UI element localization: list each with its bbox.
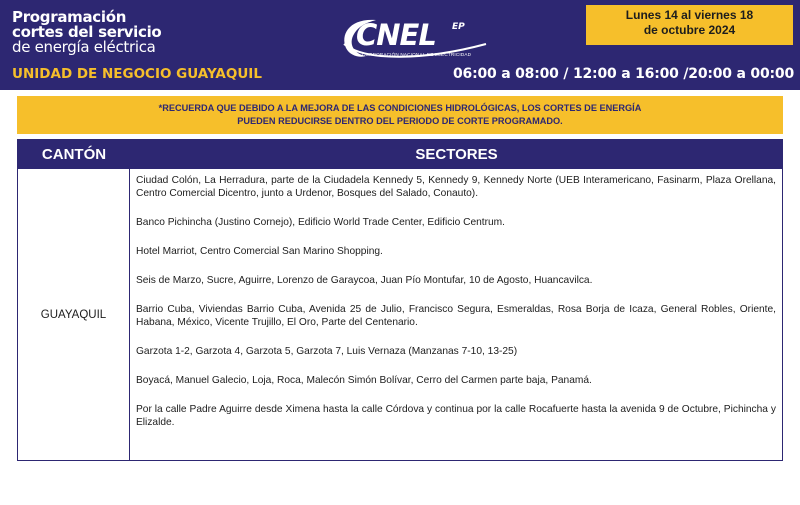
- logo-name: CNEL: [356, 18, 436, 52]
- sector-item: Banco Pichincha (Justino Cornejo), Edificio World Trade Center, Edificio Centrum.: [136, 217, 505, 228]
- sector-item: Barrio Cuba, Viviendas Barrio Cuba, Avenida 25 de Julio, Francisco Segura, Esmeraldas, Rosa Borja de Icaza, General Robles, Oriente, Habana, México, Vicente Trujillo, El Oro, Parte del Centenario.: [136, 304, 776, 328]
- sector-item: Seis de Marzo, Sucre, Aguirre, Lorenzo de Garaycoa, Juan Pío Montufar, 10 de Agosto, Huancavilca.: [136, 275, 593, 286]
- date-line: de octubre 2024: [643, 23, 736, 37]
- logo-subtitle: CORPORACIÓN NACIONAL DE ELECTRICIDAD: [362, 52, 472, 57]
- title-line: de energía eléctrica: [12, 38, 156, 56]
- header-banner: [0, 0, 800, 90]
- notice-line: *RECUERDA QUE DEBIDO A LA MEJORA DE LAS CONDICIONES HIDROLÓGICAS, LOS CORTES DE ENERGÍA: [158, 103, 642, 113]
- column-header-canton: CANTÓN: [41, 146, 107, 163]
- business-unit: UNIDAD DE NEGOCIO GUAYAQUIL: [12, 66, 262, 82]
- schedule-table: [17, 139, 783, 461]
- date-range-badge: [586, 5, 793, 45]
- column-header-sectors: SECTORES: [415, 146, 498, 163]
- logo-suffix: EP: [452, 22, 465, 32]
- cnel-logo: [336, 14, 496, 64]
- sector-item: Garzota 1-2, Garzota 4, Garzota 5, Garzota 7, Luis Vernaza (Manzanas 7-10, 13-25): [136, 346, 518, 357]
- sector-item: Por la calle Padre Aguirre desde Ximena hasta la calle Córdova y continua por la calle Rocafuerte hasta la avenida 9 de Octubre, Pichincha y Elizalde.: [136, 404, 776, 428]
- canton-cell: GUAYAQUIL: [40, 308, 107, 321]
- sector-item: Ciudad Colón, La Herradura, parte de la Ciudadela Kennedy 5, Kennedy 9, Kennedy Norte (UEB Interamericano, Fasinarm, Plaza Orellana, Centro Comercial Dicentro, junto a Urdenor, Bosques del Salado, Conauto).: [136, 175, 776, 199]
- notice-banner: [17, 96, 783, 134]
- sector-item: Boyacá, Manuel Galecio, Loja, Roca, Malecón Simón Bolívar, Cerro del Carmen parte baja, Panamá.: [136, 375, 592, 386]
- notice-line: PUEDEN REDUCIRSE DENTRO DEL PERIODO DE CORTE PROGRAMADO.: [237, 115, 563, 126]
- outage-hours: 06:00 a 08:00 / 12:00 a 16:00 /20:00 a 00:00: [452, 66, 794, 82]
- page-title: [12, 10, 161, 55]
- sector-item: Hotel Marriot, Centro Comercial San Marino Shopping.: [136, 246, 383, 257]
- column-divider: [129, 169, 130, 460]
- date-line: Lunes 14 al viernes 18: [625, 8, 754, 22]
- title-line: cortes del servicio: [12, 23, 162, 41]
- table-header: [18, 140, 782, 169]
- sectors-cell: [136, 174, 776, 445]
- title-line: Programación: [12, 8, 127, 26]
